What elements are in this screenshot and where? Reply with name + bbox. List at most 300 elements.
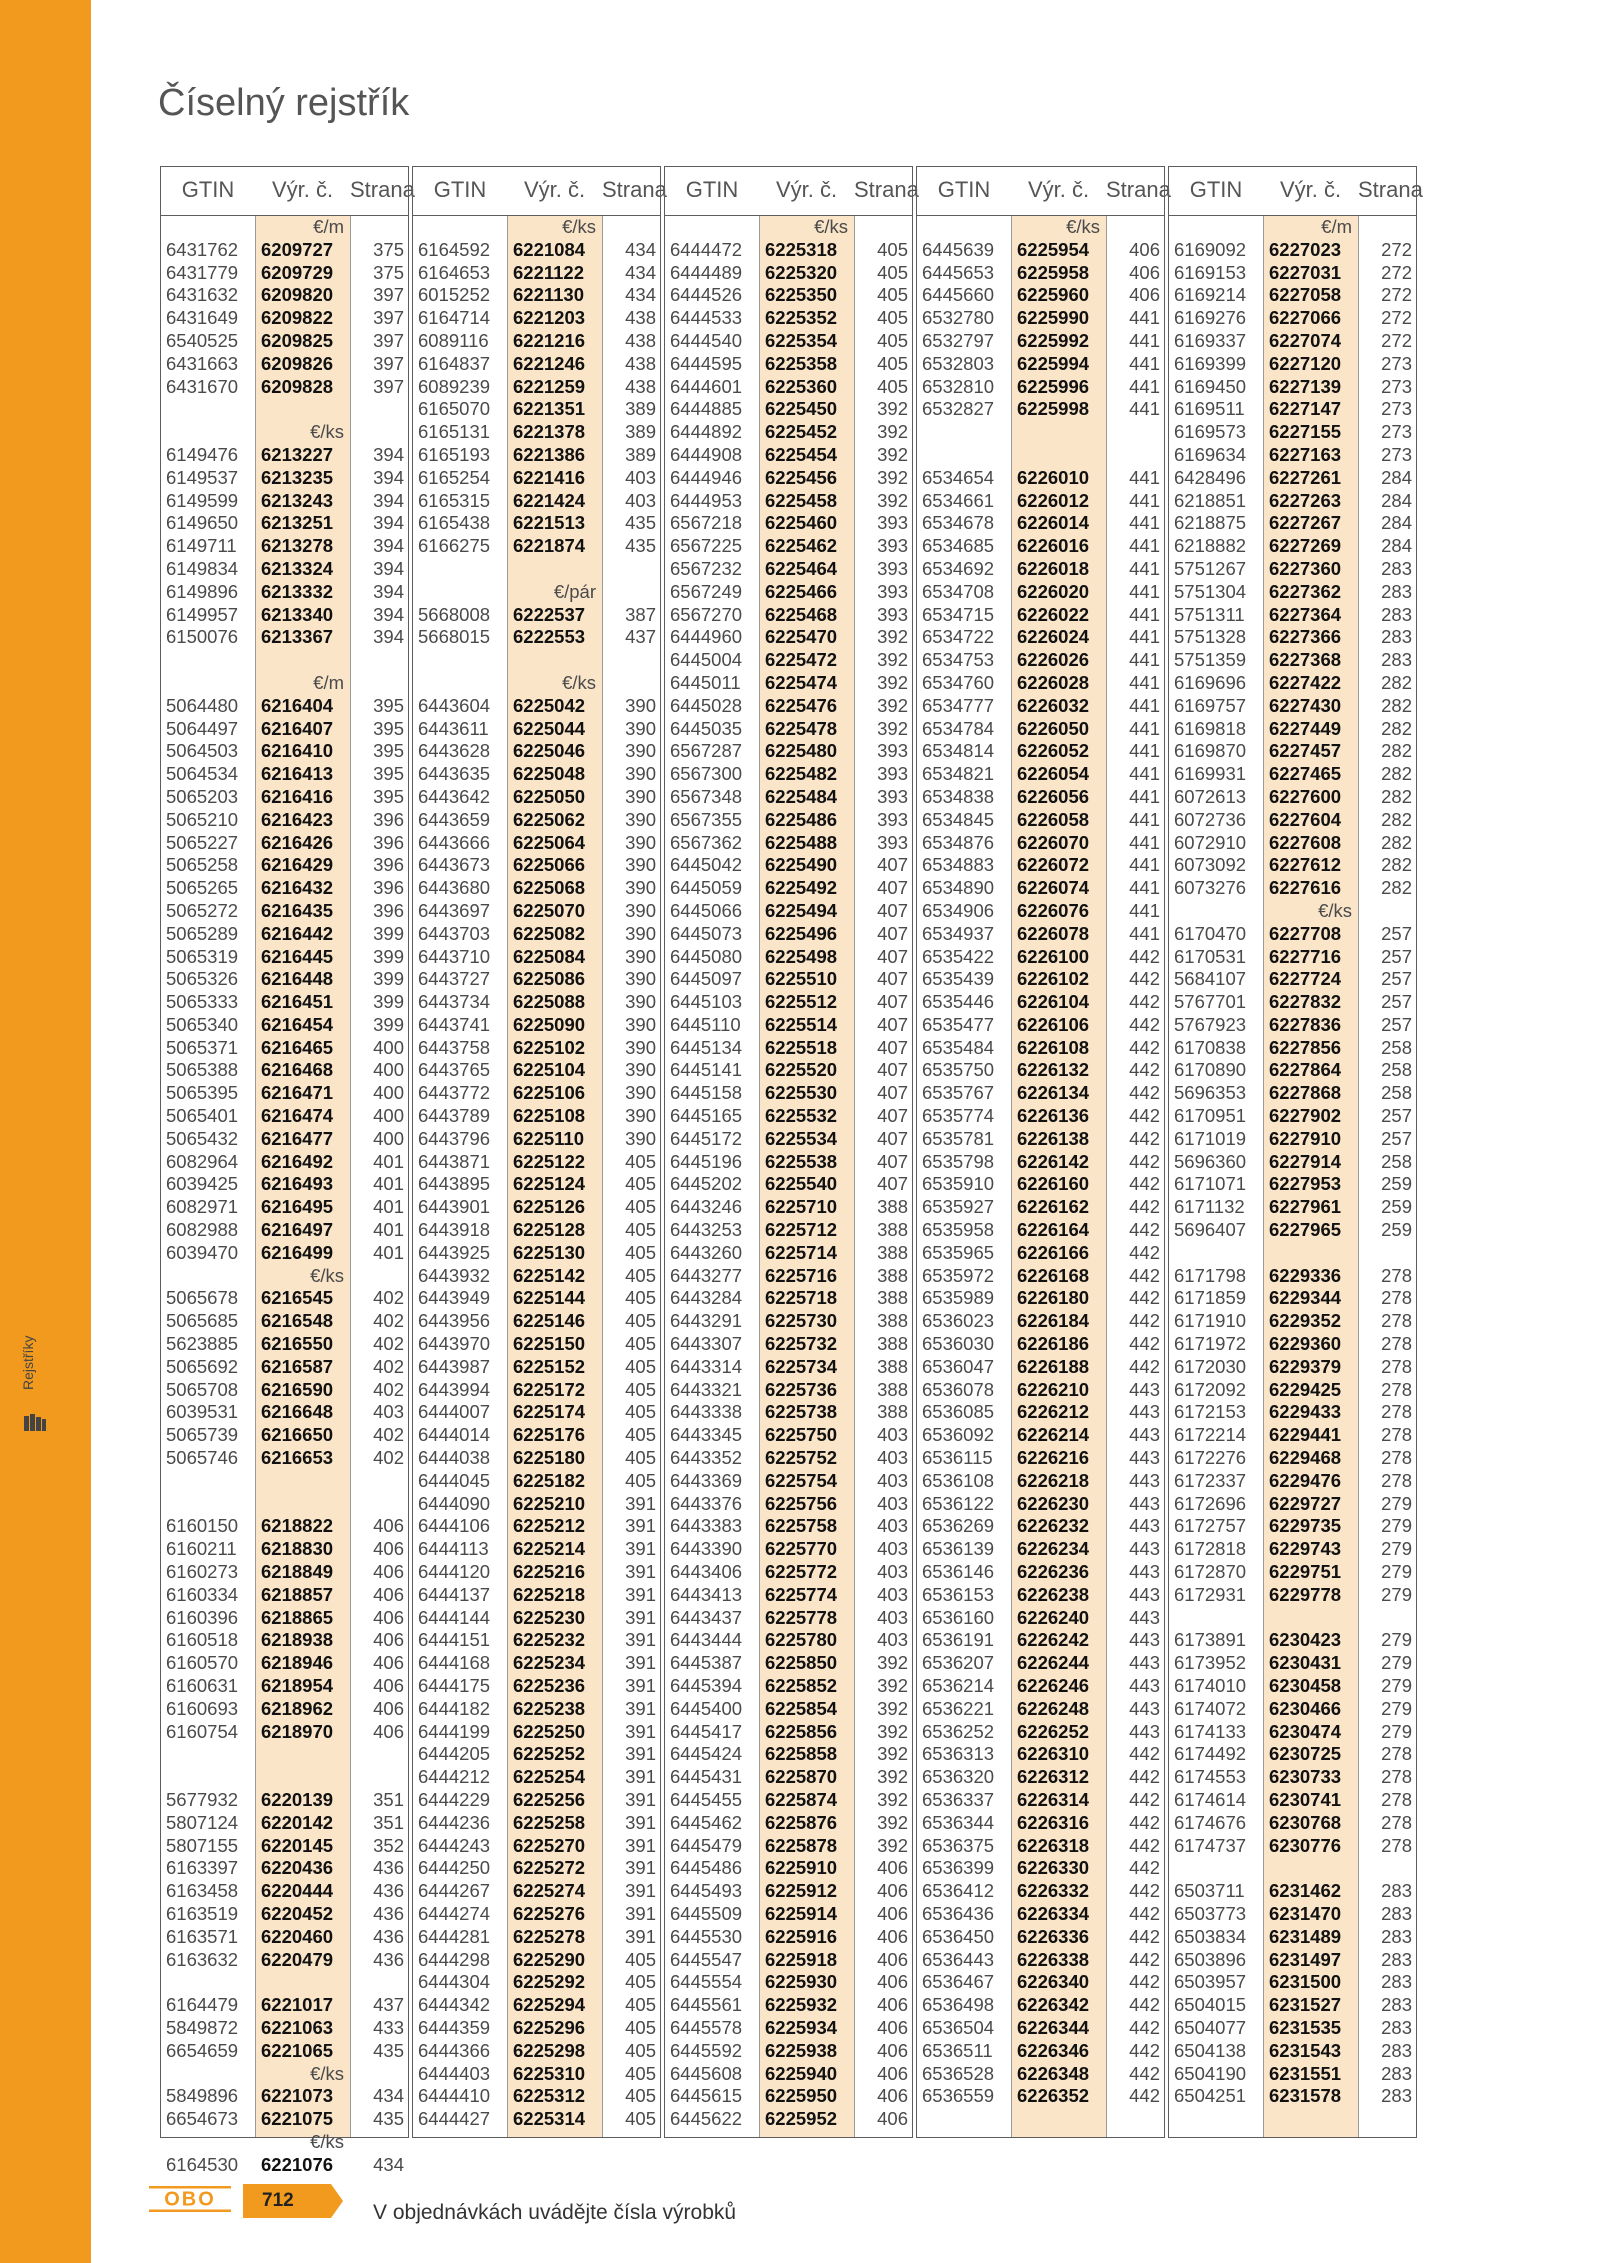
gtin-cell: 6173891 [1174,1629,1247,1651]
gtin-cell: 6443925 [418,1241,491,1263]
item-number-cell: 6226218 [1017,1469,1090,1491]
gtin-cell: 6536528 [922,2062,995,2084]
page-cell: 441 [1129,329,1160,351]
table-row [161,763,408,786]
item-number-cell: 6216493 [261,1173,334,1195]
gtin-cell: 6082964 [166,1150,239,1172]
gtin-cell: 6504251 [1174,2085,1247,2107]
gtin-cell: 6160693 [166,1697,239,1719]
gtin-cell: 6431663 [166,352,239,374]
gtin-cell: 6536023 [922,1310,995,1332]
gtin-cell: 6443949 [418,1287,491,1309]
page-cell: 403 [877,1561,908,1583]
item-number-cell: 6226338 [1017,1948,1090,1970]
gtin-cell: 6169696 [1174,671,1247,693]
item-number-cell: 6226188 [1017,1355,1090,1377]
item-number-cell: 6227608 [1269,831,1342,853]
page-cell: 391 [625,1766,656,1788]
item-number-cell: 6225958 [1017,261,1090,283]
item-number-cell: 6225252 [513,1743,586,1765]
page-cell: 393 [877,808,908,830]
table-row [665,1994,912,2017]
gtin-cell: 6536207 [922,1652,995,1674]
item-number-cell: 6226166 [1017,1241,1090,1263]
gtin-cell: 6536108 [922,1469,995,1491]
unit-row [917,216,1164,239]
table-row [413,535,660,558]
item-number-cell: 6209729 [261,261,334,283]
page-cell: 443 [1129,1606,1160,1628]
gtin-cell: 5065265 [166,877,239,899]
table-row [161,786,408,809]
page-cell: 394 [373,443,404,465]
page-cell: 442 [1129,1173,1160,1195]
gtin-cell: 5065333 [166,991,239,1013]
table-row [665,1926,912,1949]
gtin-cell: 6445653 [922,261,995,283]
item-number-cell: 6225084 [513,945,586,967]
table-row [665,421,912,444]
table-row [665,444,912,467]
table-row [665,900,912,923]
item-number-cell: 6221424 [513,489,586,511]
gtin-cell: 6536337 [922,1788,995,1810]
item-number-cell: 6218830 [261,1538,334,1560]
gtin-cell: 6169634 [1174,443,1247,465]
gtin-cell: 6443666 [418,831,491,853]
item-number-cell: 6227263 [1269,489,1342,511]
item-number-cell: 6225350 [765,284,838,306]
table-row [161,1538,408,1561]
gtin-cell: 6073092 [1174,854,1247,876]
gtin-cell: 6444144 [418,1606,491,1628]
gtin-cell: 5767701 [1174,991,1247,1013]
table-row [413,353,660,376]
table-row [413,2017,660,2040]
gtin-cell: 6172092 [1174,1378,1247,1400]
page-cell: 278 [1381,1766,1412,1788]
table-row [1169,1766,1416,1789]
blank-row [917,421,1164,444]
table-row [1169,1401,1416,1424]
header-item-number: Výr. č. [775,177,838,202]
gtin-cell: 6534692 [922,557,995,579]
table-row [413,604,660,627]
gtin-cell: 6534845 [922,808,995,830]
item-number-cell: 6209826 [261,352,334,374]
gtin-cell: 6534760 [922,671,995,693]
gtin-cell: 6072910 [1174,831,1247,853]
table-row [413,1835,660,1858]
gtin-cell: 5065340 [166,1013,239,1035]
gtin-cell: 6445592 [670,2039,743,2061]
table-row [665,1743,912,1766]
table-row [161,740,408,763]
gtin-cell: 6532803 [922,352,995,374]
gtin-cell: 6536221 [922,1697,995,1719]
table-row [917,1173,1164,1196]
page-cell: 397 [373,352,404,374]
page-cell: 402 [373,1447,404,1469]
item-number-cell: 6216442 [261,922,334,944]
item-number-cell: 6225150 [513,1333,586,1355]
table-row [161,1333,408,1356]
table-row [665,877,912,900]
unit-row [161,2131,408,2154]
table-row [665,740,912,763]
table-row [917,786,1164,809]
gtin-cell: 6445660 [922,284,995,306]
item-number-cell: 6226032 [1017,694,1090,716]
page-cell: 278 [1381,1355,1412,1377]
table-row [1169,2040,1416,2063]
table-row [413,284,660,307]
table-row [413,1926,660,1949]
gtin-cell: 6444014 [418,1424,491,1446]
page-cell: 390 [625,808,656,830]
item-number-cell: 6226078 [1017,922,1090,944]
item-number-cell: 6213332 [261,580,334,602]
gtin-cell: 5065326 [166,968,239,990]
page-cell: 438 [625,307,656,329]
item-number-cell: 6226022 [1017,603,1090,625]
page-cell: 389 [625,443,656,465]
item-number-cell: 6225230 [513,1606,586,1628]
gtin-cell: 6218882 [1174,535,1247,557]
table-row [161,832,408,855]
item-number-cell: 6225320 [765,261,838,283]
item-number-cell: 6226014 [1017,512,1090,534]
item-number-cell: 6230776 [1269,1834,1342,1856]
table-row [413,421,660,444]
gtin-cell: 6160631 [166,1675,239,1696]
gtin-cell: 6534722 [922,626,995,648]
table-row [161,946,408,969]
page-cell: 375 [373,238,404,260]
table-row [665,1607,912,1630]
table-row [917,353,1164,376]
side-section-label: Rejstříky [20,1335,36,1390]
gtin-cell: 6445493 [670,1880,743,1902]
item-number-cell: 6226104 [1017,991,1090,1013]
footer-note: V objednávkách uvádějte čísla výrobků [373,2201,737,2224]
page-cell: 403 [877,1469,908,1491]
page-cell: 279 [1381,1629,1412,1651]
gtin-cell: 6444540 [670,329,743,351]
table-row [665,330,912,353]
page-cell: 405 [877,284,908,306]
table-row [917,877,1164,900]
table-row [1169,421,1416,444]
gtin-cell: 6160211 [166,1538,237,1560]
table-row [161,1242,408,1265]
item-number-cell: 6225484 [765,785,838,807]
item-number-cell: 6227832 [1269,991,1342,1013]
table-row [917,1424,1164,1447]
table-row [917,1698,1164,1721]
table-row [1169,535,1416,558]
page-cell: 403 [877,1583,908,1605]
page-cell: 406 [373,1652,404,1674]
price-unit: €/m [313,671,344,693]
page-cell: 435 [625,535,656,557]
item-number-cell: 6220452 [261,1902,334,1924]
item-number-cell: 6231578 [1269,2085,1342,2107]
item-number-cell: 6225950 [765,2085,838,2107]
gtin-cell: 6536092 [922,1424,995,1446]
table-row [161,1059,408,1082]
gtin-cell: 6169153 [1174,261,1247,283]
item-number-cell: 6226072 [1017,854,1090,876]
gtin-cell: 6163571 [166,1925,239,1947]
table-row [413,1424,660,1447]
page-cell: 443 [1129,1720,1160,1742]
page-cell: 406 [373,1583,404,1605]
page-cell: 442 [1129,1925,1160,1947]
unit-row [413,672,660,695]
gtin-cell: 6536252 [922,1720,995,1742]
item-number-cell: 6220479 [261,1948,334,1970]
item-number-cell: 6226050 [1017,717,1090,739]
gtin-cell: 6445578 [670,2016,743,2038]
item-number-cell: 6216474 [261,1105,334,1127]
item-number-cell: 6227910 [1269,1127,1342,1149]
table-row [665,2040,912,2063]
table-row [161,854,408,877]
item-number-cell: 6225912 [765,1880,838,1902]
table-row [665,1949,912,1972]
page-cell: 279 [1381,1492,1412,1514]
item-number-cell: 6225212 [513,1515,586,1537]
page-cell: 394 [373,535,404,557]
table-row [917,649,1164,672]
item-number-cell: 6227953 [1269,1173,1342,1195]
page-cell: 405 [625,2062,656,2084]
page-cell: 278 [1381,1743,1412,1765]
page-cell: 283 [1381,2085,1412,2107]
page-cell: 393 [877,557,908,579]
page-cell: 442 [1129,968,1160,990]
gtin-cell: 6444533 [670,307,743,329]
gtin-cell: 5751359 [1174,649,1247,671]
blank-row [161,1493,408,1516]
page-cell: 400 [373,1105,404,1127]
item-number-cell: 6225314 [513,2108,586,2130]
page-cell: 442 [1129,1902,1160,1924]
table-row [917,1287,1164,1310]
gtin-cell: 6160570 [166,1652,239,1674]
gtin-cell: 6172030 [1174,1355,1247,1377]
item-number-cell: 6216499 [261,1241,334,1263]
page-cell: 393 [877,831,908,853]
item-number-cell: 6225232 [513,1629,586,1651]
table-row [665,1675,912,1698]
page-cell: 402 [373,1287,404,1309]
item-number-cell: 6221216 [513,329,586,351]
table-row [917,2040,1164,2063]
page-cell: 442 [1129,1880,1160,1902]
item-number-cell: 6226058 [1017,808,1090,830]
page-cell: 390 [625,1105,656,1127]
item-number-cell: 6218954 [261,1675,334,1696]
gtin-cell: 6535767 [922,1082,995,1104]
item-number-cell: 6225718 [765,1287,838,1309]
item-number-cell: 6225778 [765,1606,838,1628]
gtin-cell: 5065289 [166,922,239,944]
item-number-cell: 6225496 [765,922,838,944]
gtin-cell: 6073276 [1174,877,1247,899]
table-row [665,1812,912,1835]
table-row [1169,1424,1416,1447]
table-row [665,307,912,330]
blank-row [917,444,1164,467]
gtin-cell: 6536344 [922,1811,995,1833]
item-number-cell: 6226076 [1017,899,1090,921]
page-cell: 441 [1129,694,1160,716]
item-number-cell: 6218970 [261,1720,334,1742]
item-number-cell: 6225294 [513,1994,586,2016]
item-number-cell: 6216497 [261,1219,334,1241]
table-row [413,718,660,741]
item-number-cell: 6226352 [1017,2085,1090,2107]
table-row [413,307,660,330]
price-unit: €/m [1321,216,1352,237]
table-row [1169,353,1416,376]
page-cell: 390 [625,854,656,876]
page-cell: 392 [877,398,908,420]
item-number-cell: 6226314 [1017,1788,1090,1810]
gtin-cell: 6171132 [1174,1196,1245,1218]
gtin-cell: 5668015 [418,626,491,648]
page-cell: 390 [625,922,656,944]
item-number-cell: 6226334 [1017,1902,1090,1924]
page-cell: 279 [1381,1720,1412,1742]
table-row [665,558,912,581]
gtin-cell: 6172931 [1174,1583,1247,1605]
page-cell: 403 [373,1401,404,1423]
gtin-cell: 6654659 [166,2039,239,2061]
page-cell: 391 [625,1697,656,1719]
table-row [917,2063,1164,2086]
header-page: Strana [350,177,415,202]
gtin-cell: 6149896 [166,580,239,602]
page-cell: 393 [877,512,908,534]
table-row [665,923,912,946]
gtin-cell: 5064497 [166,717,239,739]
gtin-cell: 6443376 [670,1492,743,1514]
blank-row [161,1470,408,1493]
item-number-cell: 6216650 [261,1424,334,1446]
gtin-cell: 6444212 [418,1766,491,1788]
table-row [665,398,912,421]
table-row [413,900,660,923]
page-cell: 405 [877,238,908,260]
page-cell: 442 [1129,2062,1160,2084]
page-cell: 406 [1129,261,1160,283]
page-cell: 441 [1129,307,1160,329]
table-row [917,695,1164,718]
table-row [917,1470,1164,1493]
table-row [665,1082,912,1105]
item-number-cell: 6227600 [1269,785,1342,807]
gtin-cell: 6445141 [670,1059,743,1081]
page-cell: 401 [373,1173,404,1195]
gtin-cell: 5065203 [166,785,239,807]
page-cell: 388 [877,1264,908,1286]
table-row [413,626,660,649]
column-header [1169,167,1423,216]
page-cell: 258 [1381,1082,1412,1104]
item-number-cell: 6225104 [513,1059,586,1081]
page-cell: 443 [1129,1469,1160,1491]
table-row [917,1584,1164,1607]
item-number-cell: 6209825 [261,329,334,351]
page-cell: 279 [1381,1697,1412,1719]
table-row [161,1721,408,1744]
page-cell: 406 [877,1902,908,1924]
table-row [1169,1994,1416,2017]
gtin-cell: 6534654 [922,466,995,488]
gtin-cell: 6536085 [922,1401,995,1423]
table-row [1169,649,1416,672]
page-cell: 442 [1129,1971,1160,1993]
table-row [161,1561,408,1584]
table-row [665,581,912,604]
table-row [917,2017,1164,2040]
gtin-cell: 6163519 [166,1902,239,1924]
item-number-cell: 6216454 [261,1013,334,1035]
item-number-cell: 6227902 [1269,1105,1342,1127]
item-number-cell: 6225754 [765,1469,838,1491]
page-cell: 442 [1129,1766,1160,1788]
gtin-cell: 6445202 [670,1173,743,1195]
gtin-cell: 6535477 [922,1013,995,1035]
page-cell: 442 [1129,1196,1160,1218]
item-number-cell: 6221065 [261,2039,334,2061]
table-row [161,1949,408,1972]
price-unit: €/ks [310,2062,344,2084]
page-cell: 405 [625,1150,656,1172]
gtin-cell: 6567362 [670,831,743,853]
page-cell: 391 [625,1788,656,1810]
table-row [665,490,912,513]
page-cell: 441 [1129,785,1160,807]
table-row [413,1356,660,1379]
gtin-cell: 6160150 [166,1515,239,1537]
gtin-cell: 6170890 [1174,1059,1247,1081]
item-number-cell: 6225852 [765,1675,838,1696]
table-row [917,604,1164,627]
item-number-cell: 6227868 [1269,1082,1342,1104]
page-cell: 375 [373,261,404,283]
item-number-cell: 6227457 [1269,740,1342,762]
gtin-cell: 6535750 [922,1059,995,1081]
table-row [665,763,912,786]
item-number-cell: 6225734 [765,1355,838,1377]
item-number-cell: 6225910 [765,1857,838,1879]
gtin-cell: 6443741 [418,1013,491,1035]
item-number-cell: 6216451 [261,991,334,1013]
gtin-cell: 6443970 [418,1333,491,1355]
table-row [161,535,408,558]
item-number-cell: 6225490 [765,854,838,876]
page-cell: 279 [1381,1538,1412,1560]
table-row [413,854,660,877]
gtin-cell: 6149476 [166,443,239,465]
item-number-cell: 6225292 [513,1971,586,1993]
item-number-cell: 6225510 [765,968,838,990]
item-number-cell: 6225450 [765,398,838,420]
